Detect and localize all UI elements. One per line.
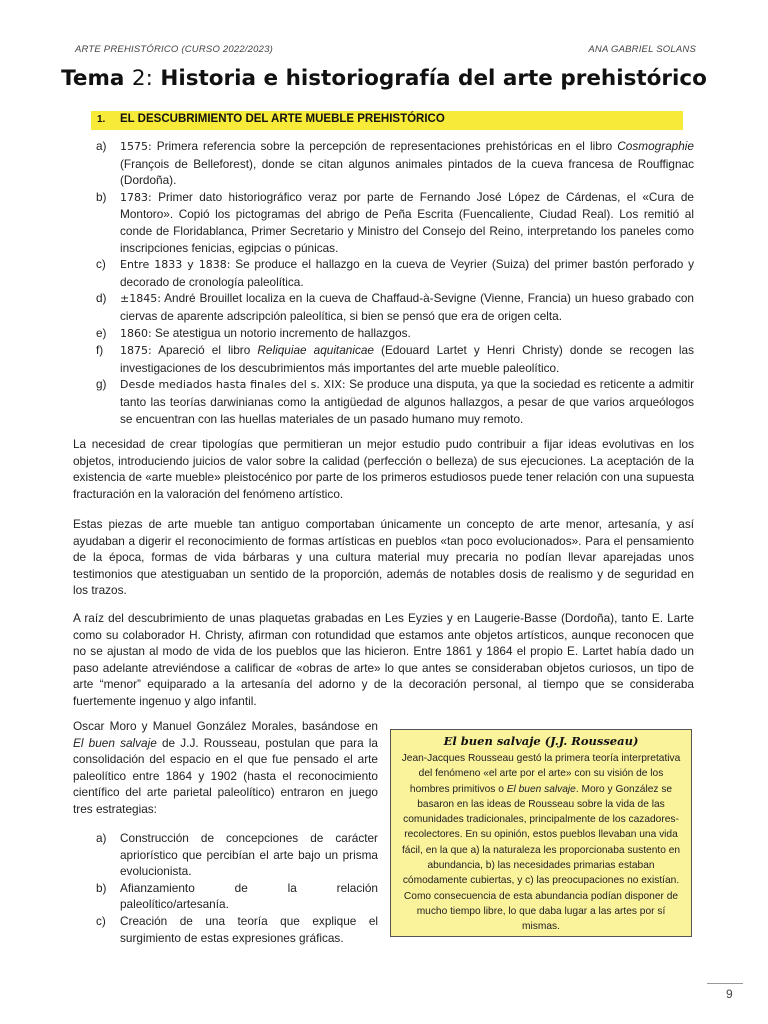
list-marker: b)	[96, 880, 107, 895]
section-number: 1.	[97, 114, 106, 125]
strategies-list	[96, 830, 378, 946]
book-title: Reliquiae aquitanicae	[257, 343, 374, 358]
timeline-date: 1875:	[120, 344, 152, 358]
timeline-text: (Edouard Lartet y Henri Christy) donde se recogen las investigaciones de los descubrimientos más importantes del arte mueble paleolítico.	[120, 343, 695, 375]
strategy-item	[96, 830, 378, 880]
intro-paragraph	[73, 718, 378, 818]
timeline-list	[96, 138, 694, 427]
sidebar-box-body	[391, 748, 691, 935]
title-number: 2:	[131, 66, 153, 91]
book-title: El buen salvaje	[506, 783, 576, 795]
timeline-text: Primer dato historiográfico veraz por parte de Fernando José López de Cárdenas, el «Cura de Montoro». Copió los pictogramas del abrigo de Peña Escrita (Fuencaliente, Ciudad Real). Los remitió al conde de Floridablanca, Primer Secretario y Ministro del Consejo del Reino, interpretando los paneles como inscripciones fenicias, egipcias o púnicas.	[120, 189, 694, 255]
timeline-item	[96, 290, 694, 324]
body-paragraph: La necesidad de crear tipologías que permitieran un mejor estudio pudo contribuir a fijar ideas evolutivas en los objetos, introduciendo juicios de valor sobre la calidad (perfección o belleza) de sus ejecuciones. La aceptación de la existencia de «arte mueble» pleistocénico por parte de los primeros estudiosos puede tener relación con una supuesta fracturación en la valoración del fenómeno artístico.	[73, 437, 694, 501]
list-marker: a)	[96, 139, 107, 153]
timeline-item	[96, 256, 694, 290]
intro-text: de J.J. Rousseau, postulan que para la consolidación del espacio en el que fue pensado el arte paleolítico entre 1864 y 1902 (hasta el reconocimiento científico del arte parietal paleolítico) entraron en juego tres estrategias:	[73, 735, 378, 816]
strategy-text: Creación de una teoría que explique el surgimiento de estas expresiones gráficas.	[120, 913, 378, 945]
timeline-item	[96, 342, 694, 376]
running-header-author: ANA GABRIEL SOLANS	[588, 44, 696, 55]
timeline-date: ±1845:	[120, 292, 161, 306]
sidebar-box	[390, 729, 692, 937]
timeline-text: (François de Belleforest), donde se citan algunos animales pintados de la cueva francesa de Rouffignac (Dordoña).	[120, 156, 694, 188]
book-title: Cosmographie	[617, 139, 694, 153]
timeline-item	[96, 376, 694, 427]
timeline-item	[96, 189, 694, 256]
list-marker: d)	[96, 291, 107, 306]
strategy-item	[96, 880, 378, 913]
page-title	[0, 66, 768, 91]
title-prefix: Tema	[61, 66, 125, 91]
strategy-text: Afianzamiento de la relación paleolítico/artesanía.	[120, 880, 378, 912]
timeline-item	[96, 325, 694, 343]
list-marker: c)	[96, 257, 106, 272]
body-paragraph: Estas piezas de arte mueble tan antiguo comportaban únicamente un concepto de arte menor, artesanía, y así ayudaban a digerir el reconocimiento de formas artísticas en pueblos «tan poco evolucionados». Para el pensamiento de la época, formas de vida bárbaras y una cultura material muy precaria no podían llevar aparejadas unos testimonios que atestiguaban un sentido de la proporción, además de notables dosis de realismo y de seguridad en los trazos.	[73, 517, 694, 598]
body-paragraph: A raíz del descubrimiento de unas plaquetas grabadas en Les Eyzies y en Laugerie-Basse (Dordoña), tanto E. Larte como su colaborador H. Christy, afirman con rotundidad que estamos ante objetos artísticos, aunque reconocen que no se ajustan al modo de vida de los pueblos que las hicieron. Entre 1861 y 1864 el propio E. Lartet había dado un paso adelante atreviéndose a calificar de «obras de arte» lo que antes se consideraban objetos curiosos, un tipo de arte “menor” equiparado a la artesanía del adorno y de la decoración personal, al tiempo que se consideraba fuertemente ingenuo y algo infantil.	[73, 611, 694, 708]
timeline-text: André Brouillet localiza en la cueva de Chaffaud-à-Sevigne (Vienne, Francia) un hueso grabado con ciervas de aparente adscripción paleolítica, si bien se pensó que era de origen celta.	[120, 291, 694, 323]
title-text: Historia e historiografía del arte prehistórico	[160, 66, 707, 91]
timeline-date: Entre 1833 y 1838:	[120, 258, 231, 272]
list-marker: f)	[96, 343, 104, 358]
intro-text: Oscar Moro y Manuel González Morales, basándose en	[73, 719, 378, 733]
strategy-text: Construcción de concepciones de carácter apriorístico que percibían el arte bajo un prisma evolucionista.	[120, 831, 378, 879]
timeline-text: Apareció el libro	[151, 343, 258, 358]
list-marker: g)	[96, 377, 107, 392]
running-header-course: ARTE PREHISTÓRICO (CURSO 2022/2023)	[75, 44, 273, 55]
timeline-date: Desde mediados hasta finales del s. XIX:	[120, 378, 346, 392]
list-marker: c)	[96, 913, 106, 928]
strategy-item	[96, 913, 378, 946]
section-heading-text: EL DESCUBRIMIENTO DEL ARTE MUEBLE PREHISTÓRICO	[120, 113, 445, 125]
timeline-date: 1860:	[120, 326, 152, 340]
footer-divider	[707, 983, 743, 984]
list-marker: a)	[96, 831, 107, 845]
section-heading	[91, 111, 683, 130]
sidebar-box-text: . Moro y González se basaron en las ideas de Rousseau sobre la vida de las comunidades tradicionales, principalmente de los cazadores-recolectores. En su opinión, estos pueblos llevaban una vida fácil, en la que a) la naturaleza les proporcionaba sustento en abundancia, b) las necesidades primarias estaban cómodamente cubiertas, y c) las preocupaciones no existían. Como consecuencia de esta abundancia podían disponer de mucho tiempo libre, lo que daba lugar a las artes por sí mismas.	[401, 783, 681, 933]
timeline-text: Se produce el hallazgo en la cueva de Veyrier (Suiza) del primer bastón perforado y decorado de cronología paleolítica.	[120, 257, 695, 289]
page-number: 9	[726, 987, 733, 1001]
timeline-text: Se atestigua un notorio incremento de hallazgos.	[151, 325, 411, 340]
list-marker: b)	[96, 189, 107, 204]
book-title: El buen salvaje	[73, 735, 157, 750]
timeline-text: Primera referencia sobre la percepción de representaciones prehistóricas en el libro	[151, 139, 618, 153]
list-marker: e)	[96, 325, 107, 340]
timeline-date: 1783:	[120, 190, 152, 204]
sidebar-box-text: Jean-Jacques Rousseau gestó la primera teoría interpretativa del fenómeno «el arte por el arte» con su visión de los hombres primitivos o	[401, 753, 681, 795]
timeline-item	[96, 138, 694, 189]
sidebar-box-title: El buen salvaje (J.J. Rousseau)	[443, 734, 639, 748]
timeline-date: 1575:	[120, 140, 152, 153]
timeline-text: Se produce una disputa, ya que la sociedad es reticente a admitir tanto las teorías darwinianas como la antigüedad de algunos hallazgos, a pesar de que varios arqueólogos se encuentran con las huellas materiales de un pasado humano muy remoto.	[120, 377, 695, 426]
